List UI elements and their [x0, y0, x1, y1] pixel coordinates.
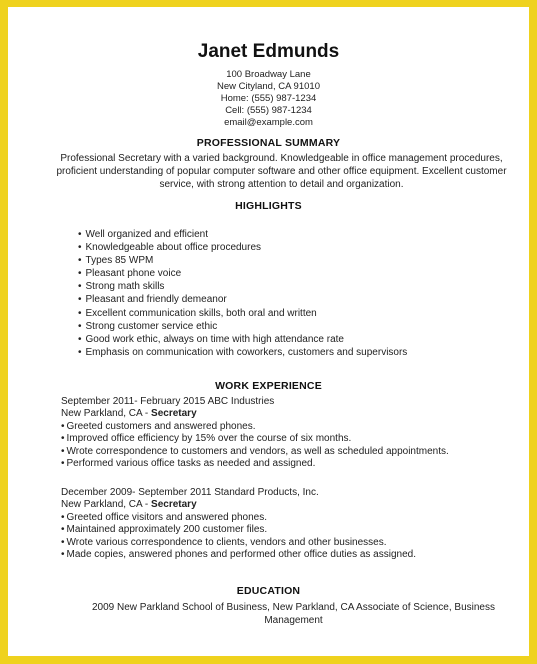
- job-duties: [61, 512, 416, 562]
- highlight-item: • Pleasant phone voice: [78, 267, 407, 280]
- contact-block: [8, 69, 529, 129]
- home-phone: Home: (555) 987-1234: [220, 93, 317, 104]
- resume-page: [8, 7, 529, 656]
- job-role: Secretary: [151, 408, 197, 420]
- job-dates-company: December 2009- September 2011 Standard Products, Inc.: [61, 487, 319, 498]
- duty-item: • Made copies, answered phones and performed other office duties as assigned.: [61, 549, 416, 561]
- duty-item: • Wrote various correspondence to clients, vendors and other businesses.: [61, 537, 416, 549]
- duty-item: • Maintained approximately 200 customer files.: [61, 524, 416, 536]
- highlight-item: • Well organized and efficient: [78, 228, 407, 241]
- education-text: 2009 New Parkland School of Business, New Parkland, CA Associate of Science, Business Management: [92, 602, 495, 626]
- job-location-line: [61, 499, 416, 511]
- highlight-item: • Emphasis on communication with coworkers, customers and supervisors: [78, 346, 407, 359]
- highlight-item: • Strong math skills: [78, 280, 407, 293]
- address-line-1: 100 Broadway Lane: [226, 69, 311, 80]
- job-location: New Parkland, CA -: [61, 499, 152, 511]
- job-role: Secretary: [151, 499, 197, 511]
- education-heading: EDUCATION: [236, 585, 301, 597]
- job-duties: [61, 421, 449, 471]
- duty-item: • Greeted customers and answered phones.: [61, 421, 449, 433]
- highlight-item: • Good work ethic, always on time with high attendance rate: [78, 333, 407, 346]
- experience-heading: WORK EXPERIENCE: [215, 380, 322, 392]
- cell-phone: Cell: (555) 987-1234: [225, 105, 312, 116]
- highlights-list: [78, 228, 407, 359]
- summary-text: Professional Secretary with a varied background. Knowledgeable in office management procedures, proficient understanding of popular computer software and other office equipment. Excellent customer service, with strong attention to detail and organization.: [56, 153, 507, 190]
- duty-item: • Improved office efficiency by 15% over the course of six months.: [61, 433, 449, 445]
- duty-item: • Greeted office visitors and answered phones.: [61, 512, 416, 524]
- highlight-item: • Types 85 WPM: [78, 254, 407, 267]
- address-line-2: New Cityland, CA 91010: [217, 81, 320, 92]
- job-dates-company: September 2011- February 2015 ABC Industries: [61, 396, 275, 407]
- summary-heading: PROFESSIONAL SUMMARY: [196, 137, 341, 149]
- job-entry-2: [61, 487, 416, 561]
- job-location: New Parkland, CA -: [61, 408, 152, 420]
- job-entry-1: [61, 396, 449, 470]
- highlight-item: • Excellent communication skills, both oral and written: [78, 307, 407, 320]
- duty-item: • Wrote correspondence to customers and vendors, as well as scheduled appointments.: [61, 446, 449, 458]
- highlight-item: • Strong customer service ethic: [78, 320, 407, 333]
- highlight-item: • Pleasant and friendly demeanor: [78, 293, 407, 306]
- duty-item: • Performed various office tasks as needed and assigned.: [61, 458, 449, 470]
- job-location-line: [61, 408, 449, 420]
- highlights-heading: HIGHLIGHTS: [235, 200, 302, 212]
- highlight-item: • Knowledgeable about office procedures: [78, 241, 407, 254]
- candidate-name: Janet Edmunds: [197, 41, 340, 62]
- email-address: email@example.com: [224, 117, 313, 128]
